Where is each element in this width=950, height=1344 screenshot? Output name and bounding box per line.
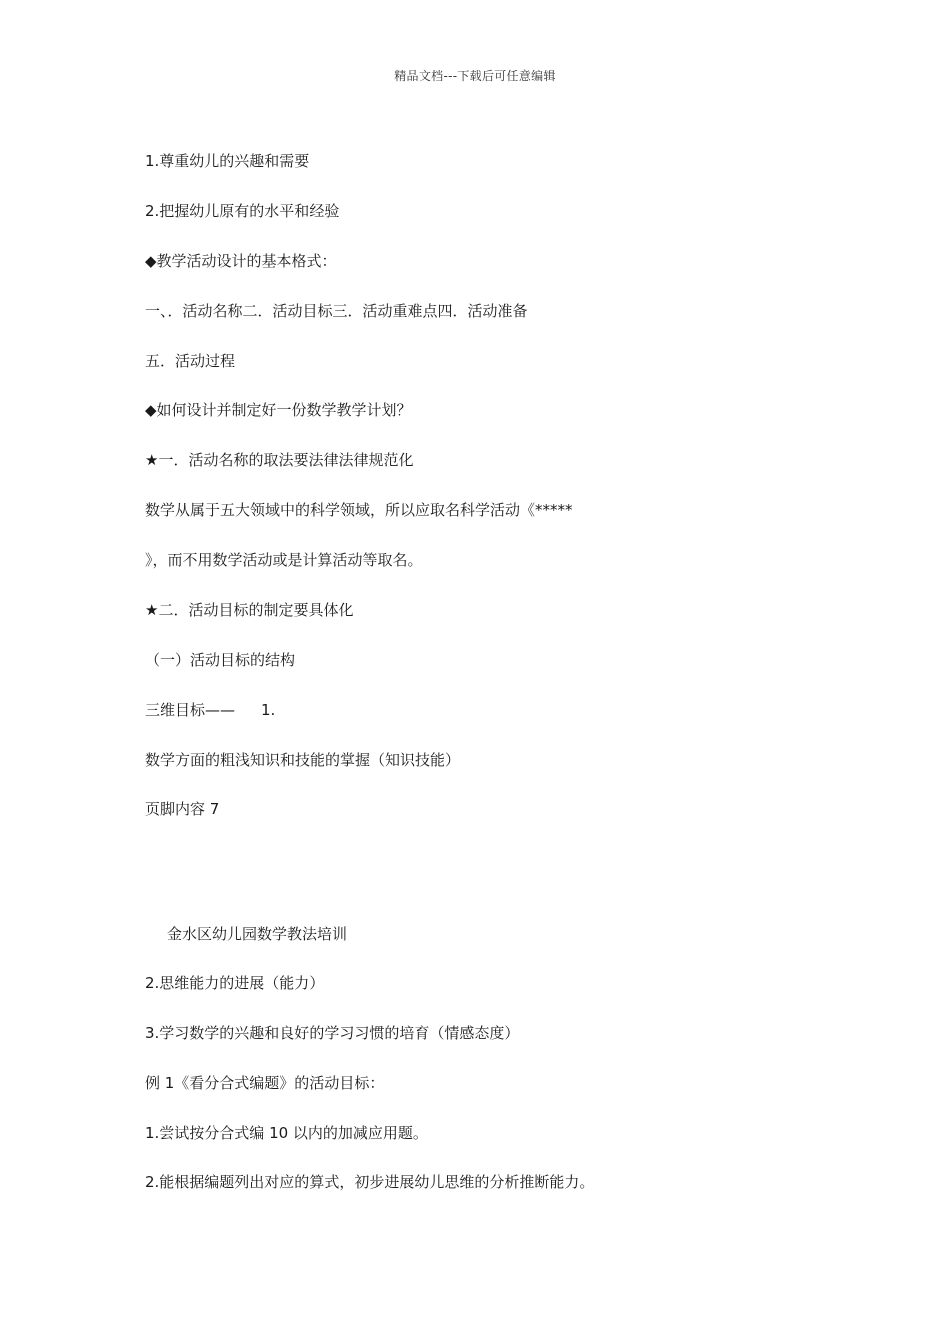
text-line: 》，而不用数学活动或是计算活动等取名。 <box>145 551 423 569</box>
text-line: ★二．活动目标的制定要具体化 <box>145 601 354 619</box>
text-line: 3.学习数学的兴趣和良好的学习习惯的培育（情感态度） <box>145 1024 520 1042</box>
text-line: 1.尝试按分合式编 10 以内的加减应用题。 <box>145 1124 428 1142</box>
text-line: 例 1《看分合式编题》的活动目标： <box>145 1074 385 1092</box>
three-dim-number: 1. <box>261 701 276 719</box>
text-line: 数学从属于五大领域中的科学领域，所以应取名科学活动《***** <box>145 501 573 519</box>
text-line: 2.把握幼儿原有的水平和经验 <box>145 202 340 220</box>
text-line: 1.尊重幼儿的兴趣和需要 <box>145 152 310 170</box>
text-line: ★一．活动名称的取法要法律法律规范化 <box>145 451 414 469</box>
text-line: 2.能根据编题列出对应的算式，初步进展幼儿思维的分析推断能力。 <box>145 1173 595 1191</box>
text-line: ◆如何设计并制定好一份数学教学计划？ <box>145 401 412 419</box>
text-line: 2.思维能力的进展（能力） <box>145 974 325 992</box>
three-dim-label: 三维目标—— <box>145 701 236 719</box>
three-dimensional-goals-line <box>145 700 275 720</box>
text-line: 数学方面的粗浅知识和技能的掌握（知识技能） <box>145 751 461 769</box>
page-title: 金水区幼儿园数学教法培训 <box>167 925 348 943</box>
text-line: 五．活动过程 <box>145 352 236 370</box>
text-line: 一、．活动名称二．活动目标三．活动重难点四．活动准备 <box>145 302 528 320</box>
page-footer: 页脚内容 7 <box>145 800 220 818</box>
text-line: ◆教学活动设计的基本格式： <box>145 252 337 270</box>
page-header: 精品文档---下载后可任意编辑 <box>394 69 556 83</box>
text-line: （一）活动目标的结构 <box>145 651 296 669</box>
